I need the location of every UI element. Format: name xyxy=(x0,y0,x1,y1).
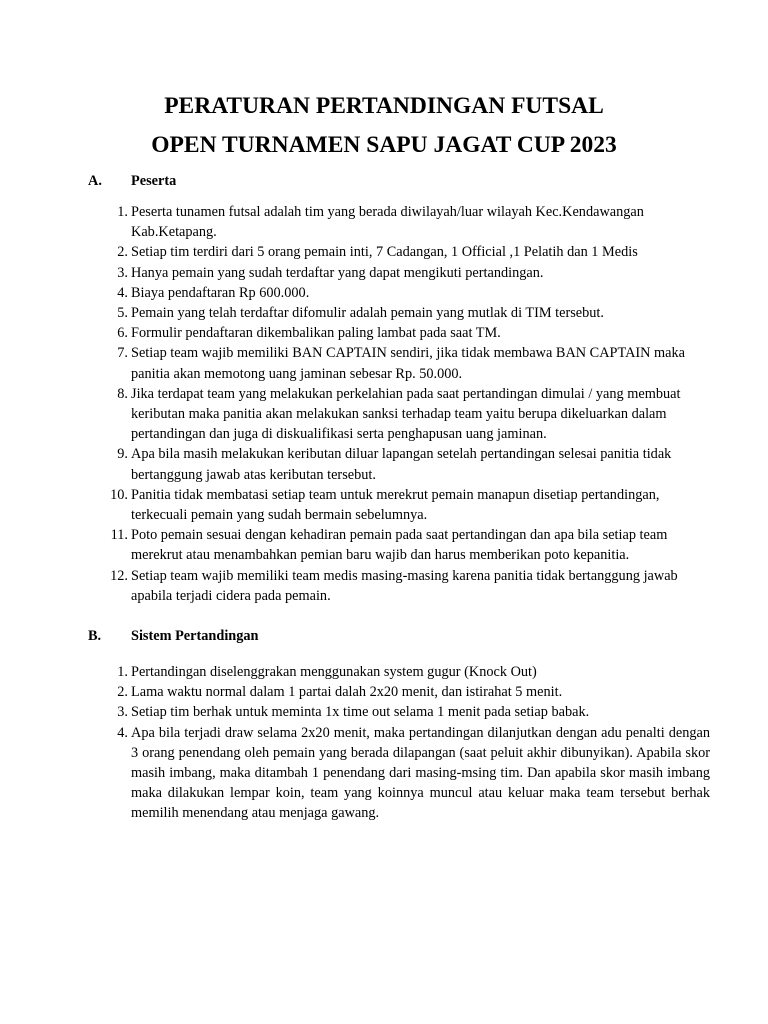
list-item-number: 11. xyxy=(110,527,128,544)
list-item xyxy=(0,323,768,343)
list-item-number: 4. xyxy=(117,724,128,741)
document-title-line-1: PERATURAN PERTANDINGAN FUTSAL xyxy=(164,93,604,119)
document-title-line-2: OPEN TURNAMEN SAPU JAGAT CUP 2023 xyxy=(151,132,617,158)
list-item xyxy=(0,566,768,606)
list-item xyxy=(0,384,768,445)
list-item-number: 3. xyxy=(117,264,128,281)
section-b-list xyxy=(0,662,768,824)
list-item-text: Peserta tunamen futsal adalah tim yang berada diwilayah/luar wilayah Kec.Kendawangan Kab.Ketapang. xyxy=(131,204,644,241)
list-item-text: Pertandingan diselenggrakan menggunakan system gugur (Knock Out) xyxy=(131,664,537,680)
list-item xyxy=(0,242,768,262)
section-a-heading xyxy=(88,171,176,191)
list-item-number: 1. xyxy=(117,664,128,680)
list-item-number: 10. xyxy=(110,486,128,503)
list-item-number: 2. xyxy=(117,684,128,701)
list-item-text: Setiap team wajib memiliki BAN CAPTAIN sendiri, jika tidak membawa BAN CAPTAIN maka panitia akan memotong uang jaminan sebesar Rp. 50.000. xyxy=(131,345,686,382)
list-item xyxy=(0,444,768,484)
list-item-text: Setiap tim terdiri dari 5 orang pemain inti, 7 Cadangan, 1 Official ,1 Pelatih dan 1 Medis xyxy=(131,244,638,261)
section-title: Sistem Pertandingan xyxy=(131,628,259,644)
list-item xyxy=(0,343,768,383)
list-item xyxy=(0,682,768,702)
list-item-number: 2. xyxy=(117,244,128,261)
list-item-number: 3. xyxy=(117,704,128,721)
list-item-number: 4. xyxy=(117,284,128,301)
section-letter: A. xyxy=(88,173,102,189)
list-item-text: Formulir pendaftaran dikembalikan paling lambat pada saat TM. xyxy=(131,325,501,342)
list-item-text: Jika terdapat team yang melakukan perkelahian pada saat pertandingan dimulai / yang membuat keributan maka panitia akan melakukan sanksi terhadap team yaitu berupa dikeluarkan dalam pertandingan dan juga di diskualifikasi serta penghapusan uang jaminan. xyxy=(131,385,681,443)
list-item-number: 1. xyxy=(117,204,128,220)
list-item-text: Biaya pendaftaran Rp 600.000. xyxy=(131,284,310,301)
list-item xyxy=(0,723,768,824)
list-item-text: Lama waktu normal dalam 1 partai dalah 2x20 menit, dan istirahat 5 menit. xyxy=(131,684,563,701)
list-item-number: 9. xyxy=(117,446,128,463)
list-item-number: 6. xyxy=(117,325,128,342)
list-item xyxy=(0,303,768,323)
list-item-number: 7. xyxy=(117,345,128,362)
list-item-text: Apa bila terjadi draw selama 2x20 menit, maka pertandingan dilanjutkan dengan adu penalti dengan 3 orang penendang oleh pemain yang berada dilapangan (saat peluit akhir dibunyikan). Apabila skor masih imbang, maka ditambah 1 penendang dari masing-msing tim. Dan apabila skor masih imbang maka dilakukan lempar koin, team yang koinnya muncul atau keluar maka team tersebut berhak memilih menendang atau menjaga gawang. xyxy=(131,724,710,822)
list-item xyxy=(0,525,768,565)
list-item xyxy=(0,702,768,722)
list-item xyxy=(0,202,768,242)
list-item xyxy=(0,662,768,682)
list-item-number: 8. xyxy=(117,385,128,402)
list-item-text: Setiap tim berhak untuk meminta 1x time out selama 1 menit pada setiap babak. xyxy=(131,704,590,721)
list-item-text: Setiap team wajib memiliki team medis masing-masing karena panitia tidak bertanggung jawab apabila terjadi cidera pada pemain. xyxy=(131,567,678,604)
section-a-list xyxy=(0,202,768,606)
section-letter: B. xyxy=(88,628,102,644)
list-item-text: Panitia tidak membatasi setiap team untuk merekrut pemain manapun disetiap pertandingan, terkecuali pemain yang sudah bermain sebelumnya. xyxy=(131,486,660,524)
list-item xyxy=(0,485,768,525)
list-item xyxy=(0,263,768,283)
section-title: Peserta xyxy=(131,173,177,189)
list-item-number: 12. xyxy=(110,567,128,584)
list-item-text: Poto pemain sesuai dengan kehadiran pemain pada saat pertandingan dan apa bila setiap team merekrut atau menambahkan pemian baru wajib dan harus memberikan poto kepanitia. xyxy=(131,527,668,564)
list-item-text: Hanya pemain yang sudah terdaftar yang dapat mengikuti pertandingan. xyxy=(131,264,544,281)
list-item-text: Pemain yang telah terdaftar difomulir adalah pemain yang mutlak di TIM tersebut. xyxy=(131,305,604,322)
list-item-number: 5. xyxy=(117,305,128,322)
section-b-heading xyxy=(88,626,259,646)
list-item-text: Apa bila masih melakukan keributan diluar lapangan setelah pertandingan selesai panitia tidak bertanggung jawab atas keributan tersebut. xyxy=(131,446,672,483)
list-item xyxy=(0,283,768,303)
